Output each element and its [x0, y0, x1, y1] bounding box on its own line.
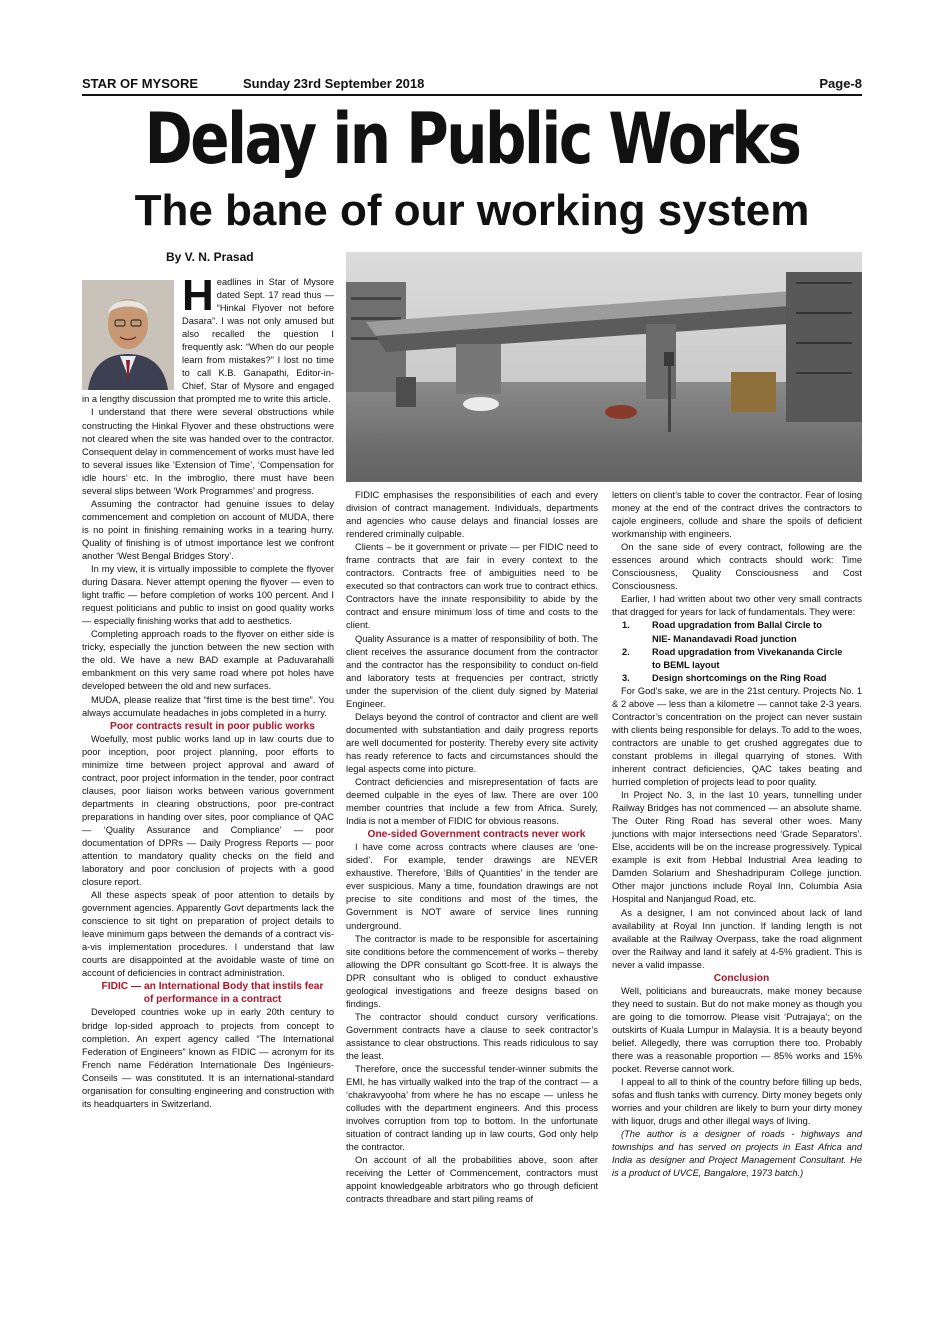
list-item [612, 619, 862, 645]
paragraph: I appeal to all to think of the country before filling up beds, sofas and flush tanks with currency. Dirty money begets only worries and your children are likely to burn your dirty money with liquor, drugs and other illegal ways of living. [612, 1077, 862, 1127]
author-photo [82, 280, 174, 390]
article-column-1 [82, 271, 334, 1111]
section-heading: Conclusion [713, 972, 770, 984]
paragraph: All these aspects speak of poor attention to details by government agencies. Apparently Govt departments lack the conscience to sit tight on preparation of project details to leave minimum gaps between the demands of a contract vis-a-vis implementation procedures. I understand that law courts are disappointed at the avoidable waste of time on account of deficiencies in contract administration. [82, 890, 334, 979]
author-note: (The author is a designer of roads - highways and townships and has served on projects in East Africa and India as designer and Project Management Consultant. He is a product of UVCE, Bangalore, 1973 batch.) [612, 1129, 862, 1179]
newspaper-name: STAR OF MYSORE [82, 76, 199, 91]
paragraph: I have come across contracts where clauses are ‘one-sided’. For example, tender drawings are NEVER exhaustive. Therefore, ‘Bills of Quantities’ in the tender are ever suspicious. Many a time, foundation drawings are not precise to site conditions and most of the times, the Government is NOT aware of service lines running underground. [346, 842, 598, 931]
article-column-3 [612, 489, 862, 1180]
paragraph: Earlier, I had written about two other very small contracts that dragged for years for lack of fundamentals. They were: [612, 594, 862, 618]
paragraph: Assuming the contractor had genuine issues to delay commencement and completion on account of MUDA, there is no point in finishing remaining works in a tearing hurry. Quality of finishing is of utmost importance lest we confront another ‘West Bengal Bridges Story’. [82, 498, 334, 561]
list-text: Design shortcomings on the Ring Road [652, 672, 827, 683]
paragraph: Therefore, once the successful tender-winner submits the EMI, he has virtually walked into the trap of the contract — a ‘chakravyooha’ from where he has no escape — unless he colludes with the department engineers. And this process involves corruption from top to bottom. In the unfortunate situation of contract landing up in law courts, God only help the contractor. [346, 1064, 598, 1153]
list-item [612, 672, 862, 685]
project-list [612, 619, 862, 684]
section-heading: FIDIC — an International Body that instils fear [101, 981, 324, 993]
section-heading: One-sided Government contracts never work [367, 829, 586, 841]
paragraph: On the sane side of every contract, following are the essences around which contracts should work: Time Consciousness, Quality Consciousness and Cost Consciousness. [612, 542, 862, 592]
paragraph: FIDIC emphasises the responsibilities of each and every division of contract management. Individuals, departments and agencies who cause delays and financial losses are rendered criminally culpable. [346, 490, 598, 540]
paragraph: Completing approach roads to the flyover on either side is tricky, especially the junction between the new section with the old. We have a new BAD example at Paduvarahalli embankment on this very same road where pot holes have developed between the old and new surfaces. [82, 629, 334, 692]
paragraph: Woefully, most public works land up in law courts due to poor inception, poor project planning, poor efforts to minimize time between project approval and award of contract, poor project information in the tender, poor contract clauses, poor liaison works between various government departments in clearing obstructions, poor pre-contract preparations in handing over sites, poor compliance of QAC — ‘Quality Assurance and Compliance’ — poor documentation of DPRs — Daily Progress Reports — poor attention to mandatory quality checks on the field and laboratory and poor conclusion of projects with a good closure report. [82, 733, 334, 888]
paragraph: eadlines in Star of Mysore dated Sept. 17 read thus — “Hinkal Flyover not before Dasara”. I was not only amused but also recalled the question I frequently ask: “When do our people learn from mistakes?” I lost no time to call K.B. Ganapathi, Editor-in-Chief, Star of Mysore and engaged in a lengthy discussion that prompted me to write this article. [82, 277, 334, 405]
byline: By V. N. Prasad [166, 250, 254, 264]
flyover-photo [346, 252, 862, 482]
article-column-2 [346, 489, 598, 1207]
list-text: to BEML layout [652, 659, 720, 670]
paragraph: For God’s sake, we are in the 21st century. Projects No. 1 & 2 above — less than a kilometre — cannot take 2-3 years. Contractor’s concentration on the project can never sustain with clients being responsible for delays. To add to the woes, contractors are unable to get crushed aggregates due to constant problems in illegal quarrying of stones. With inherent contract deficiencies, QAC takes beating and hurried completion of projects lead to poor quality. [612, 685, 862, 788]
masthead [82, 74, 862, 94]
page-number: Page-8 [819, 76, 862, 91]
section-heading: Poor contracts result in poor public works [110, 720, 315, 732]
paragraph: The contractor should conduct cursory verifications. Government contracts have a clause to seek contractor’s assistance to clear obstructions. This reads ridiculous to say the least. [346, 1011, 598, 1061]
paragraph: Clients – be it government or private — per FIDIC need to frame contracts that are fair in every context to the contractors. Contracts free of ambiguities need to be executed so that contractors can work true to contract ethics. Contractors have the innate responsibility to abide by the contract and ensure minimum loss of time and costs to the client. [346, 542, 598, 631]
paragraph: Developed countries woke up in early 20th century to bridge lop-sided approach to projects from concept to completion. An expert agency called “The International Federation of Engineers” known as FIDIC — acronym for its French name Fédération Internationale Des Ingénieurs-Conseils — was constituted. It is an international-standard organisation for consulting engineering and construction with its headquarters in Switzerland. [82, 1007, 334, 1109]
paragraph: In my view, it is virtually impossible to complete the flyover during Dasara. Never attempt opening the flyover — even to light traffic — before completion of works 100 percent. And I request politicians and public to insist on good quality works — especially finishing works that add to aesthetics. [82, 564, 334, 627]
paragraph: MUDA, please realize that “first time is the best time”. You always accumulate headaches in jobs completed in a hurry. [82, 694, 334, 718]
headline: Delay in Public Works [144, 97, 800, 181]
drop-cap: H [182, 271, 214, 320]
list-text: NIE- Manandavadi Road junction [652, 633, 797, 644]
list-item [612, 646, 862, 672]
paragraph: I understand that there were several obstructions while constructing the Hinkal Flyover and these obstructions were not cleared when the site was handed over to the contractor. Consequent delay in commencement of works must have led to several issues like ‘Extension of Time’, ‘Compensation for idle hours’ etc. In the imbroglio, there must have been several slips between ‘Work Programmes’ and progress. [82, 407, 334, 496]
paragraph: As a designer, I am not convinced about lack of land availability at Royal Inn junction. If landing length is not available at the Railway Overpass, take the road alignment over the Railway and land it safely at 4-5% gradient. This is never a valid impasse. [612, 907, 862, 970]
paragraph: The contractor is made to be responsible for ascertaining site conditions before the commencement of works – thereby allowing the DPR consultant go Scott-free. It is always the DPR consultant who is obliged to conduct exhaustive geological investigations and freeze designs based on findings. [346, 933, 598, 1009]
section-heading: of performance in a contract [143, 994, 282, 1006]
paragraph: Delays beyond the control of contractor and client are well documented with substantiation and daily progress reports are well documented for posterity. Thereby every site activity has ready reference to facts and circumstances should the legal aspects come into picture. [346, 711, 598, 774]
list-text: Road upgradation from Vivekananda Circle [652, 646, 843, 657]
paragraph: Well, politicians and bureaucrats, make money because they need to sustain. But do not make money as though you are going to die tomorrow. Please visit ‘Putrajaya’; on the outskirts of Kuala Lumpur in Malaysia. It is a beauty beyond belief. Allegedly, there was corruption there too. Probably there was a reasonable proportion — 85% works and 15% pocket. Reverse cannot work. [612, 985, 862, 1075]
paragraph: In Project No. 3, in the last 10 years, tunnelling under Railway Bridges has not commenced — an absolute shame. The Outer Ring Road has several other woes. Many junctions with major intersections need ‘Grade Separators’. Else, accidents will be on the increase progressively. Typical example is exit from Hebbal Industrial Area leading to Damden Solarium and Sheshadripuram College junction. Other major junctions include Royal Inn, Columbia Asia Hospital and Nanjangud Road, etc. [612, 790, 862, 905]
list-text: Road upgradation from Ballal Circle to [652, 620, 822, 631]
list-number: 2. [622, 646, 630, 657]
paragraph: On account of all the probabilities above, soon after receiving the Letter of Commencement, contractors must appoint knowledgeable arbitrators who go through deficient contracts threadbare and start piling reams of [346, 1155, 598, 1205]
list-number: 1. [622, 620, 630, 631]
list-number: 3. [622, 672, 630, 683]
paragraph: letters on client’s table to cover the contractor. Fear of losing money at the end of the contract drives the contractors to cajole engineers, collude and share the spoils of deficient workmanship with engineers. [612, 490, 862, 540]
paragraph: Quality Assurance is a matter of responsibility of both. The client receives the assurance document from the contractor and the contractor has the responsibility to conduct on-field and laboratory tests at frequencies per contract, strictly under the supervision of the client duly signed by Material Engineer. [346, 633, 598, 709]
paragraph: Contract deficiencies and misrepresentation of facts are deemed culpable in the eyes of law. There are over 100 member countries that include a few from Africa. Surely, India is not a member of FIDIC for obvious reasons. [346, 777, 598, 827]
issue-date: Sunday 23rd September 2018 [243, 76, 425, 91]
subheadline: The bane of our working system [134, 186, 810, 235]
